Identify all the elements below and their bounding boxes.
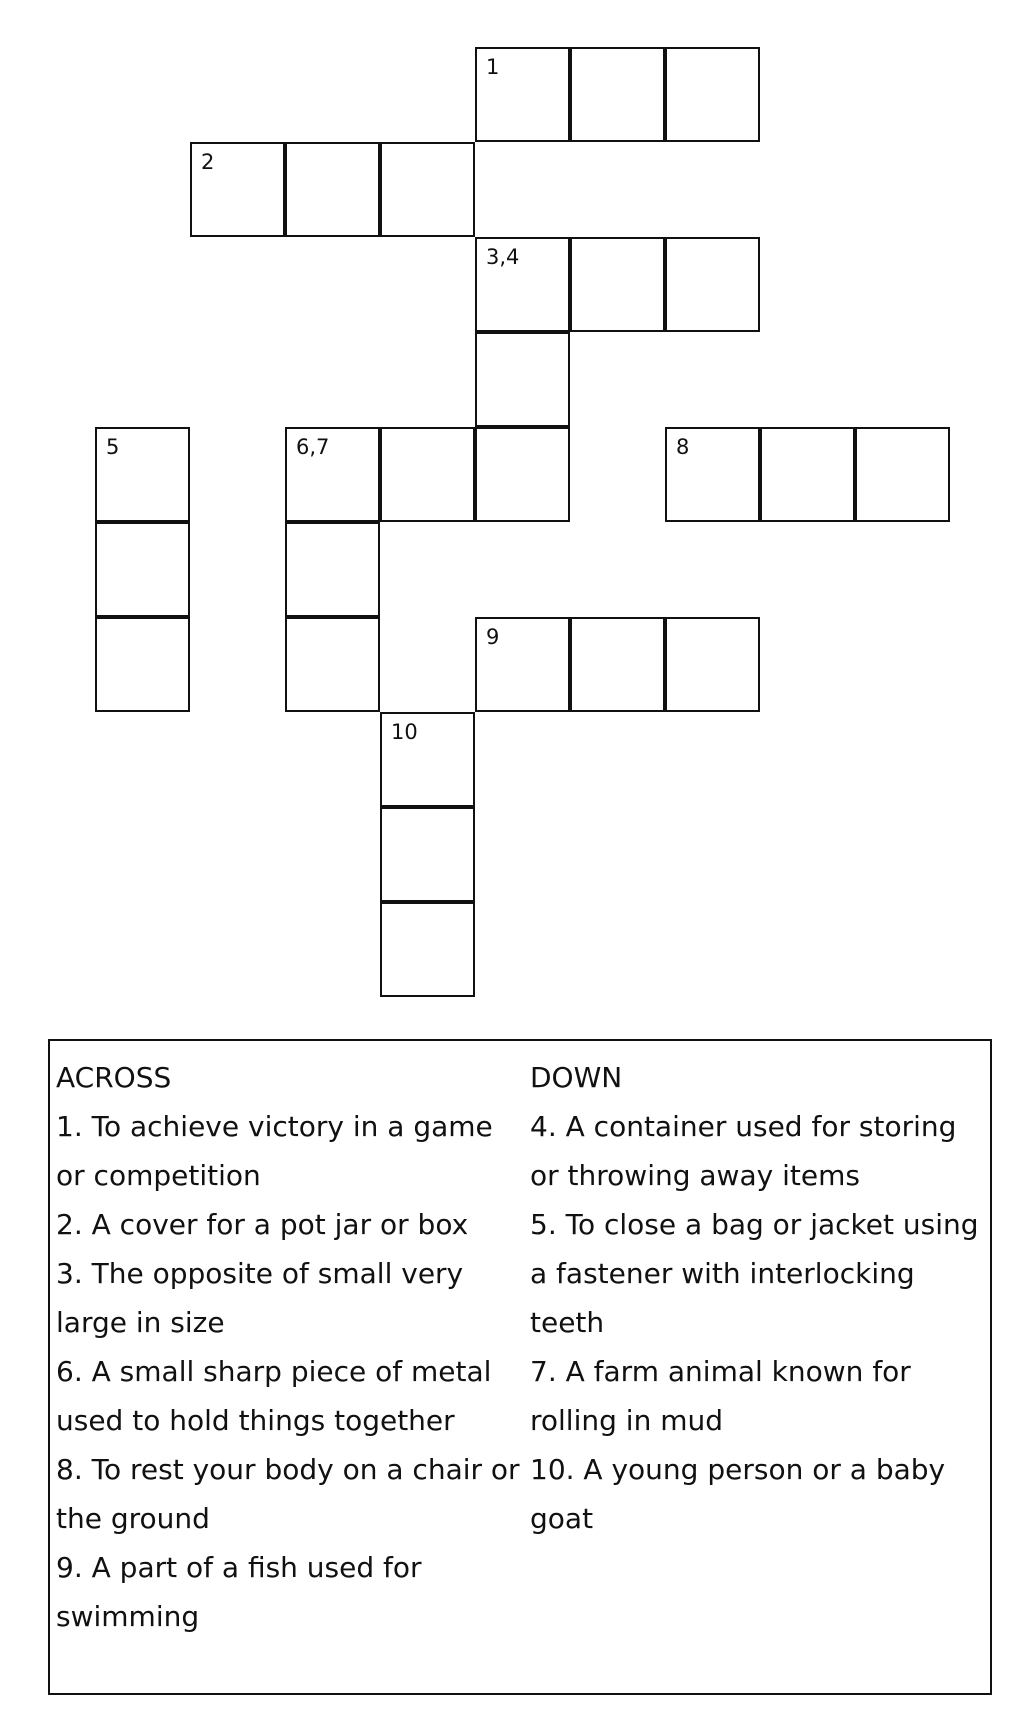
clue-number: 6,7 [296,435,330,459]
crossword-cell[interactable] [285,522,380,617]
crossword-cell[interactable] [570,237,665,332]
crossword-cell[interactable] [570,617,665,712]
down-clue: 5. To close a bag or jacket using a fastener with interlocking teeth [530,1208,979,1339]
across-clue: 3. The opposite of small very large in size [56,1257,464,1339]
across-clue: 1. To achieve victory in a game or competition [56,1110,493,1192]
clue-number: 9 [486,625,500,649]
crossword-cell[interactable] [475,617,570,712]
crossword-cell[interactable] [380,807,475,902]
down-clue: 4. A container used for storing or throwing away items [530,1110,957,1192]
down-heading: DOWN [530,1061,623,1094]
across-clues-column [56,1053,528,1641]
crossword-cell[interactable] [285,142,380,237]
clues-panel [48,1039,992,1695]
down-clue: 10. A young person or a baby goat [530,1453,946,1535]
clue-number: 1 [486,55,500,79]
crossword-cell[interactable] [95,522,190,617]
down-clues-column [530,1053,990,1543]
across-clue: 6. A small sharp piece of metal used to hold things together [56,1355,492,1437]
crossword-cell[interactable] [475,332,570,427]
crossword-cell[interactable] [380,142,475,237]
crossword-cell[interactable] [475,237,570,332]
crossword-cell[interactable] [190,142,285,237]
across-heading: ACROSS [56,1061,172,1094]
across-clue: 2. A cover for a pot jar or box [56,1208,469,1241]
crossword-cell[interactable] [475,427,570,522]
crossword-cell[interactable] [475,47,570,142]
clue-number: 5 [106,435,120,459]
crossword-cell[interactable] [95,427,190,522]
crossword-cell[interactable] [665,237,760,332]
crossword-cell[interactable] [855,427,950,522]
crossword-cell[interactable] [665,427,760,522]
crossword-cell[interactable] [380,902,475,997]
crossword-cell[interactable] [760,427,855,522]
crossword-cell[interactable] [570,47,665,142]
crossword-cell[interactable] [665,617,760,712]
across-clue: 8. To rest your body on a chair or the ground [56,1453,520,1535]
crossword-cell[interactable] [380,427,475,522]
across-clue: 9. A part of a fish used for swimming [56,1551,422,1633]
crossword-cell[interactable] [380,712,475,807]
crossword-cell[interactable] [95,617,190,712]
crossword-cell[interactable] [665,47,760,142]
clue-number: 2 [201,150,215,174]
clue-number: 10 [391,720,418,744]
clue-number: 3,4 [486,245,520,269]
crossword-cell[interactable] [285,617,380,712]
crossword-cell[interactable] [285,427,380,522]
down-clue: 7. A farm animal known for rolling in mud [530,1355,911,1437]
clue-number: 8 [676,435,690,459]
